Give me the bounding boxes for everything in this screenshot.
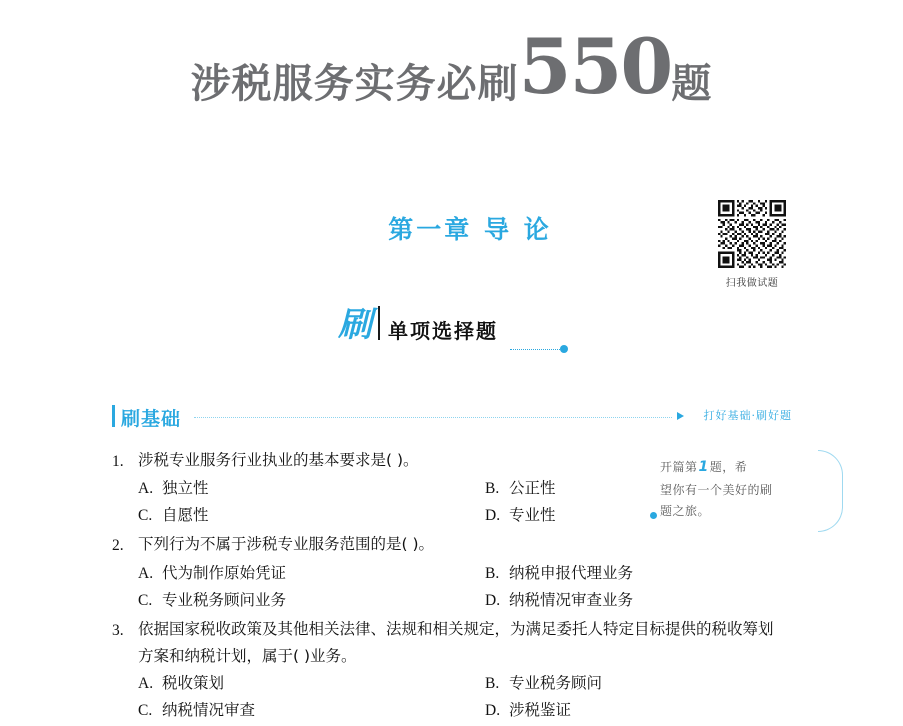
question-number: 2. [112, 537, 124, 555]
option-text: 独立性 [162, 479, 209, 498]
option-a[interactable] [138, 670, 463, 697]
option-d[interactable] [463, 697, 788, 724]
masthead-title-left: 涉税服务实务必刷 [190, 61, 519, 107]
basics-dotted-rule [194, 417, 672, 418]
option-tag: D. [485, 507, 501, 525]
qr-code-icon[interactable] [718, 200, 786, 268]
margin-note-line3: 题之旅。 [660, 503, 711, 518]
option-text: 自愿性 [162, 506, 209, 525]
option-b[interactable] [463, 560, 788, 587]
option-tag: D. [485, 591, 501, 609]
option-tag: D. [485, 702, 501, 720]
option-text: 公正性 [509, 479, 556, 498]
section-heading [338, 305, 498, 345]
option-text: 代为制作原始凭证 [162, 563, 287, 582]
brush-glyph-icon: 刷 [338, 305, 372, 345]
option-text: 专业税务顾问业务 [162, 590, 287, 609]
option-b[interactable] [463, 670, 788, 697]
margin-note-line1-before: 开篇第 [660, 460, 698, 474]
chapter-title: 第一章 导 论 [388, 215, 552, 244]
question-stem [112, 616, 788, 670]
option-tag: B. [485, 480, 500, 498]
option-tag: B. [485, 675, 500, 692]
question-text: 下列行为不属于涉税专业服务范围的是( )。 [138, 535, 435, 554]
option-tag: C. [138, 507, 153, 525]
basics-slogan: 打好基础·刷好题 [703, 409, 792, 422]
question-text: 涉税专业服务行业执业的基本要求是( )。 [138, 451, 419, 469]
margin-note [660, 455, 820, 522]
question-options [112, 670, 788, 724]
option-text: 纳税申报代理业务 [509, 563, 634, 582]
option-tag: A. [138, 564, 154, 582]
option-tag: A. [138, 480, 154, 498]
masthead-number: 550 [518, 22, 672, 111]
option-c[interactable] [138, 587, 463, 614]
option-a[interactable] [138, 475, 463, 502]
margin-note-line2: 望你有一个美好的刷 [660, 482, 773, 497]
option-text: 纳税情况审查 [162, 701, 256, 720]
question-text: 依据国家税收政策及其他相关法律、法规和相关规定，为满足委托人特定目标提供的税收筹划方案和纳税计划，属于( )业务。 [138, 619, 774, 665]
page-masthead [0, 22, 903, 111]
heading-divider [378, 306, 380, 340]
margin-note-line1-after: 题，希 [709, 460, 748, 474]
question-options [112, 560, 788, 614]
question-stem [112, 531, 788, 559]
option-tag: A. [138, 675, 154, 692]
question-item [112, 531, 788, 613]
option-text: 纳税情况审查业务 [509, 590, 634, 609]
option-c[interactable] [138, 697, 463, 724]
margin-note-dot-icon [650, 512, 657, 519]
option-text: 涉税鉴证 [509, 701, 572, 720]
question-item [112, 616, 788, 725]
section-heading-label: 单项选择题 [388, 319, 498, 343]
option-text: 专业性 [509, 506, 556, 525]
masthead-title-right: 题 [671, 61, 713, 107]
qr-code-caption: 扫我做试题 [725, 278, 779, 289]
option-tag: C. [138, 591, 153, 609]
qr-code-block[interactable] [714, 200, 790, 289]
question-number: 3. [112, 621, 124, 639]
option-a[interactable] [138, 560, 463, 587]
option-text: 税收策划 [162, 674, 225, 692]
basics-label: 刷基础 [121, 408, 182, 430]
section-heading-rule [510, 349, 562, 351]
margin-note-highlight: 1 [698, 459, 709, 475]
basics-tick-icon [112, 405, 115, 427]
option-text: 专业税务顾问 [509, 674, 603, 692]
section-heading-dot-icon [560, 345, 568, 353]
option-c[interactable] [138, 502, 463, 529]
basics-banner [112, 405, 792, 431]
option-tag: C. [138, 702, 153, 720]
question-number: 1. [112, 453, 124, 470]
arrow-right-icon [677, 412, 684, 420]
margin-note-bracket [818, 450, 843, 532]
option-d[interactable] [463, 587, 788, 614]
option-tag: B. [485, 564, 500, 582]
